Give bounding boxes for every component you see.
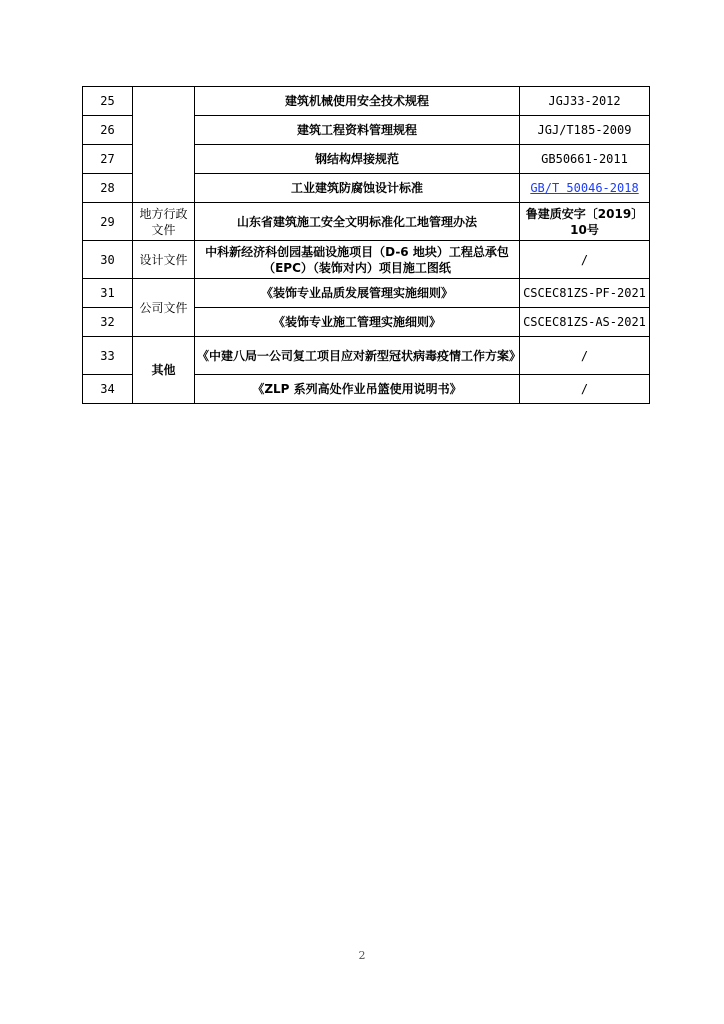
document-name: 山东省建筑施工安全文明标准化工地管理办法: [195, 203, 520, 241]
document-name: 《装饰专业品质发展管理实施细则》: [195, 279, 520, 308]
table-row: [83, 87, 650, 116]
document-name: 建筑机械使用安全技术规程: [195, 87, 520, 116]
document-code: 鲁建质安字〔2019〕10号: [520, 203, 650, 241]
document-code: /: [520, 375, 650, 404]
category-cell: [133, 87, 195, 203]
row-number: 25: [83, 87, 133, 116]
table-row: [83, 279, 650, 308]
document-name: 中科新经济科创园基础设施项目（D-6 地块）工程总承包（EPC）（装饰对内）项目施工图纸: [195, 241, 520, 279]
document-code: JGJ33-2012: [520, 87, 650, 116]
category-cell: 其他: [133, 337, 195, 404]
document-code: /: [520, 241, 650, 279]
row-number: 28: [83, 174, 133, 203]
document-code: CSCEC81ZS-PF-2021: [520, 279, 650, 308]
category-cell: 地方行政文件: [133, 203, 195, 241]
row-number: 29: [83, 203, 133, 241]
row-number: 30: [83, 241, 133, 279]
document-name: 工业建筑防腐蚀设计标准: [195, 174, 520, 203]
document-code-cell: [520, 174, 650, 203]
document-name: 《ZLP 系列高处作业吊篮使用说明书》: [195, 375, 520, 404]
document-name: 建筑工程资料管理规程: [195, 116, 520, 145]
document-code: JGJ/T185-2009: [520, 116, 650, 145]
row-number: 34: [83, 375, 133, 404]
table-row: [83, 203, 650, 241]
standard-code-link[interactable]: GB/T 50046-2018: [530, 181, 639, 195]
document-name: 《装饰专业施工管理实施细则》: [195, 308, 520, 337]
row-number: 31: [83, 279, 133, 308]
document-name: 钢结构焊接规范: [195, 145, 520, 174]
row-number: 33: [83, 337, 133, 375]
document-name: 《中建八局一公司复工项目应对新型冠状病毒疫情工作方案》: [195, 337, 520, 375]
page-number: 2: [358, 949, 366, 962]
standards-table: [82, 86, 650, 404]
row-number: 26: [83, 116, 133, 145]
category-cell: 公司文件: [133, 279, 195, 337]
table-row: [83, 241, 650, 279]
document-code: GB50661-2011: [520, 145, 650, 174]
document-code: CSCEC81ZS-AS-2021: [520, 308, 650, 337]
document-code: /: [520, 337, 650, 375]
row-number: 27: [83, 145, 133, 174]
table-row: [83, 337, 650, 375]
category-cell: 设计文件: [133, 241, 195, 279]
row-number: 32: [83, 308, 133, 337]
